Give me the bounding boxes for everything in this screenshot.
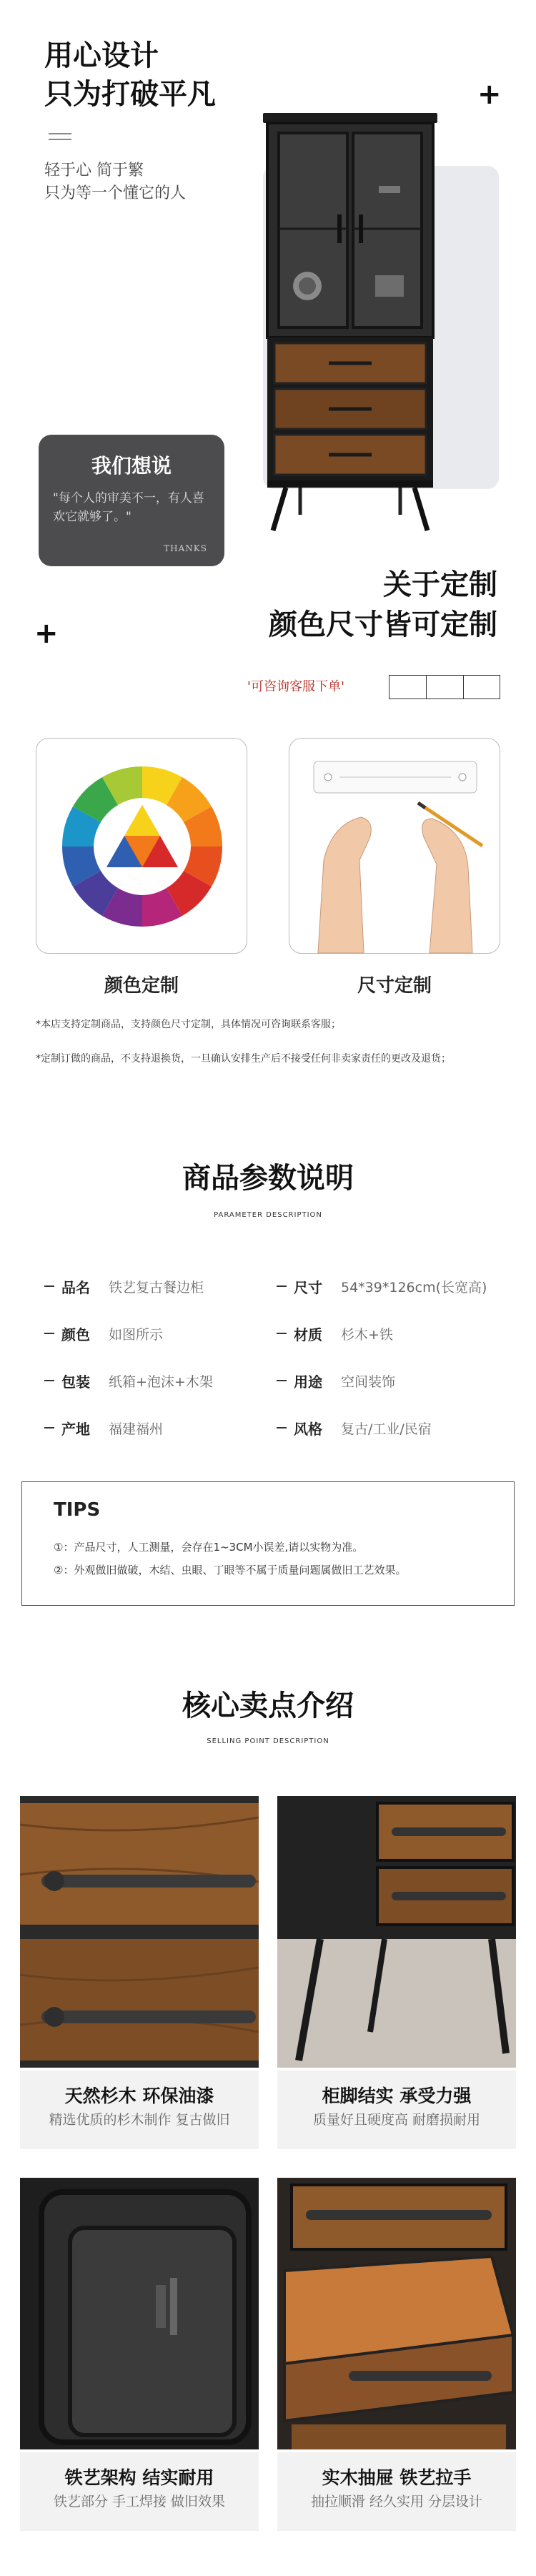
tips-box bbox=[21, 1481, 515, 1606]
param-key: 尺寸 bbox=[294, 1278, 322, 1296]
param-value: 铁艺复古餐边柜 bbox=[109, 1279, 204, 1296]
selling-item-4 bbox=[277, 2178, 516, 2531]
color-wheel-icon bbox=[36, 739, 248, 954]
param-value: 54*39*126cm(长宽高) bbox=[341, 1279, 487, 1296]
open-drawer-image bbox=[277, 2178, 516, 2449]
param-value: 如图所示 bbox=[109, 1326, 164, 1343]
params-title: 商品参数说明 bbox=[182, 1162, 354, 1195]
params-row bbox=[44, 1310, 509, 1357]
selling-item-desc: 精选优质的杉木制作 复古做旧 bbox=[49, 2112, 230, 2128]
plus-icon-2: + bbox=[34, 617, 59, 650]
cabinet-image bbox=[257, 107, 443, 536]
size-custom-caption: 尺寸定制 bbox=[357, 975, 432, 997]
selling-item-desc: 铁艺部分 手工焊接 做旧效果 bbox=[53, 2494, 226, 2510]
selling-item-title: 实木抽屉 铁艺拉手 bbox=[322, 2467, 472, 2488]
hero-sub-line1: 轻于心 简于繁 bbox=[44, 162, 144, 179]
selling-item-title: 铁艺架构 结实耐用 bbox=[64, 2467, 214, 2488]
selling-item-title: 柜脚结实 承受力强 bbox=[322, 2086, 472, 2106]
params-row bbox=[44, 1357, 509, 1404]
param-value: 福建福州 bbox=[109, 1421, 164, 1437]
quote-card-sign: THANKS bbox=[164, 543, 207, 553]
selling-item-title: 天然杉木 环保油漆 bbox=[64, 2086, 214, 2106]
custom-line1: 关于定制 bbox=[383, 568, 497, 601]
selling-item-2 bbox=[277, 1796, 516, 2149]
iron-frame-image bbox=[20, 2178, 259, 2449]
selling-subtitle: SELLING POINT DESCRIPTION bbox=[207, 1737, 329, 1745]
param-key: 颜色 bbox=[61, 1326, 90, 1343]
params-subtitle: PARAMETER DESCRIPTION bbox=[214, 1211, 322, 1219]
color-custom-card bbox=[36, 738, 247, 954]
wood-drawer-image bbox=[20, 1796, 259, 2068]
custom-line2: 颜色尺寸皆可定制 bbox=[269, 608, 497, 641]
param-key: 材质 bbox=[294, 1326, 322, 1343]
cabinet-legs-image bbox=[277, 1796, 516, 2068]
plus-icon: + bbox=[477, 78, 502, 111]
param-value: 纸箱+泡沫+木架 bbox=[109, 1373, 213, 1390]
quote-card-text: "每个人的审美不一，有人喜欢它就够了。" bbox=[53, 491, 204, 524]
quote-card bbox=[39, 435, 224, 566]
selling-item-1 bbox=[20, 1796, 259, 2149]
size-custom-card bbox=[289, 738, 500, 954]
hero-title-line2: 只为打破平凡 bbox=[44, 78, 216, 111]
note-1: *本店支持定制商品，支持颜色尺寸定制，具体情况可咨询联系客服； bbox=[36, 1019, 341, 1030]
selling-item-desc: 抽拉顺滑 经久实用 分层设计 bbox=[310, 2494, 483, 2510]
params-grid bbox=[44, 1263, 509, 1451]
selling-item-3 bbox=[20, 2178, 259, 2531]
param-key: 用途 bbox=[294, 1373, 322, 1391]
tips-line-1: ①：产品尺寸，人工测量，会存在1~3CM小误差,请以实物为准。 bbox=[54, 1541, 364, 1554]
hero-sub-line2: 只为等一个懂它的人 bbox=[44, 184, 187, 202]
params-row bbox=[44, 1404, 509, 1451]
menu-lines-icon bbox=[49, 133, 71, 144]
param-value: 空间装饰 bbox=[341, 1373, 396, 1390]
consult-note: '可咨询客服下单' bbox=[247, 679, 344, 694]
hero-title-line1: 用心设计 bbox=[44, 39, 159, 72]
tips-line-2: ②：外观做旧做破，木结、虫眼、丁眼等不属于质量问题属做旧工艺效果。 bbox=[54, 1564, 407, 1576]
param-value: 复古/工业/民宿 bbox=[341, 1421, 432, 1437]
param-value: 杉木+铁 bbox=[341, 1326, 393, 1343]
tips-title: TIPS bbox=[54, 1499, 101, 1521]
quote-card-title: 我们想说 bbox=[91, 454, 172, 478]
hands-drawing-icon bbox=[289, 739, 501, 954]
params-row bbox=[44, 1263, 509, 1310]
color-custom-caption: 颜色定制 bbox=[104, 975, 179, 997]
param-key: 包装 bbox=[61, 1373, 90, 1391]
param-key: 风格 bbox=[294, 1420, 322, 1438]
param-key: 产地 bbox=[61, 1420, 90, 1438]
selling-title: 核心卖点介绍 bbox=[182, 1689, 354, 1722]
decor-table bbox=[389, 675, 500, 699]
selling-item-desc: 质量好且硬度高 耐磨损耐用 bbox=[312, 2112, 481, 2128]
param-key: 品名 bbox=[61, 1278, 90, 1296]
note-2: *定制订做的商品，不支持退换货，一旦确认安排生产后不接受任何非卖家责任的更改及退货； bbox=[36, 1053, 451, 1065]
